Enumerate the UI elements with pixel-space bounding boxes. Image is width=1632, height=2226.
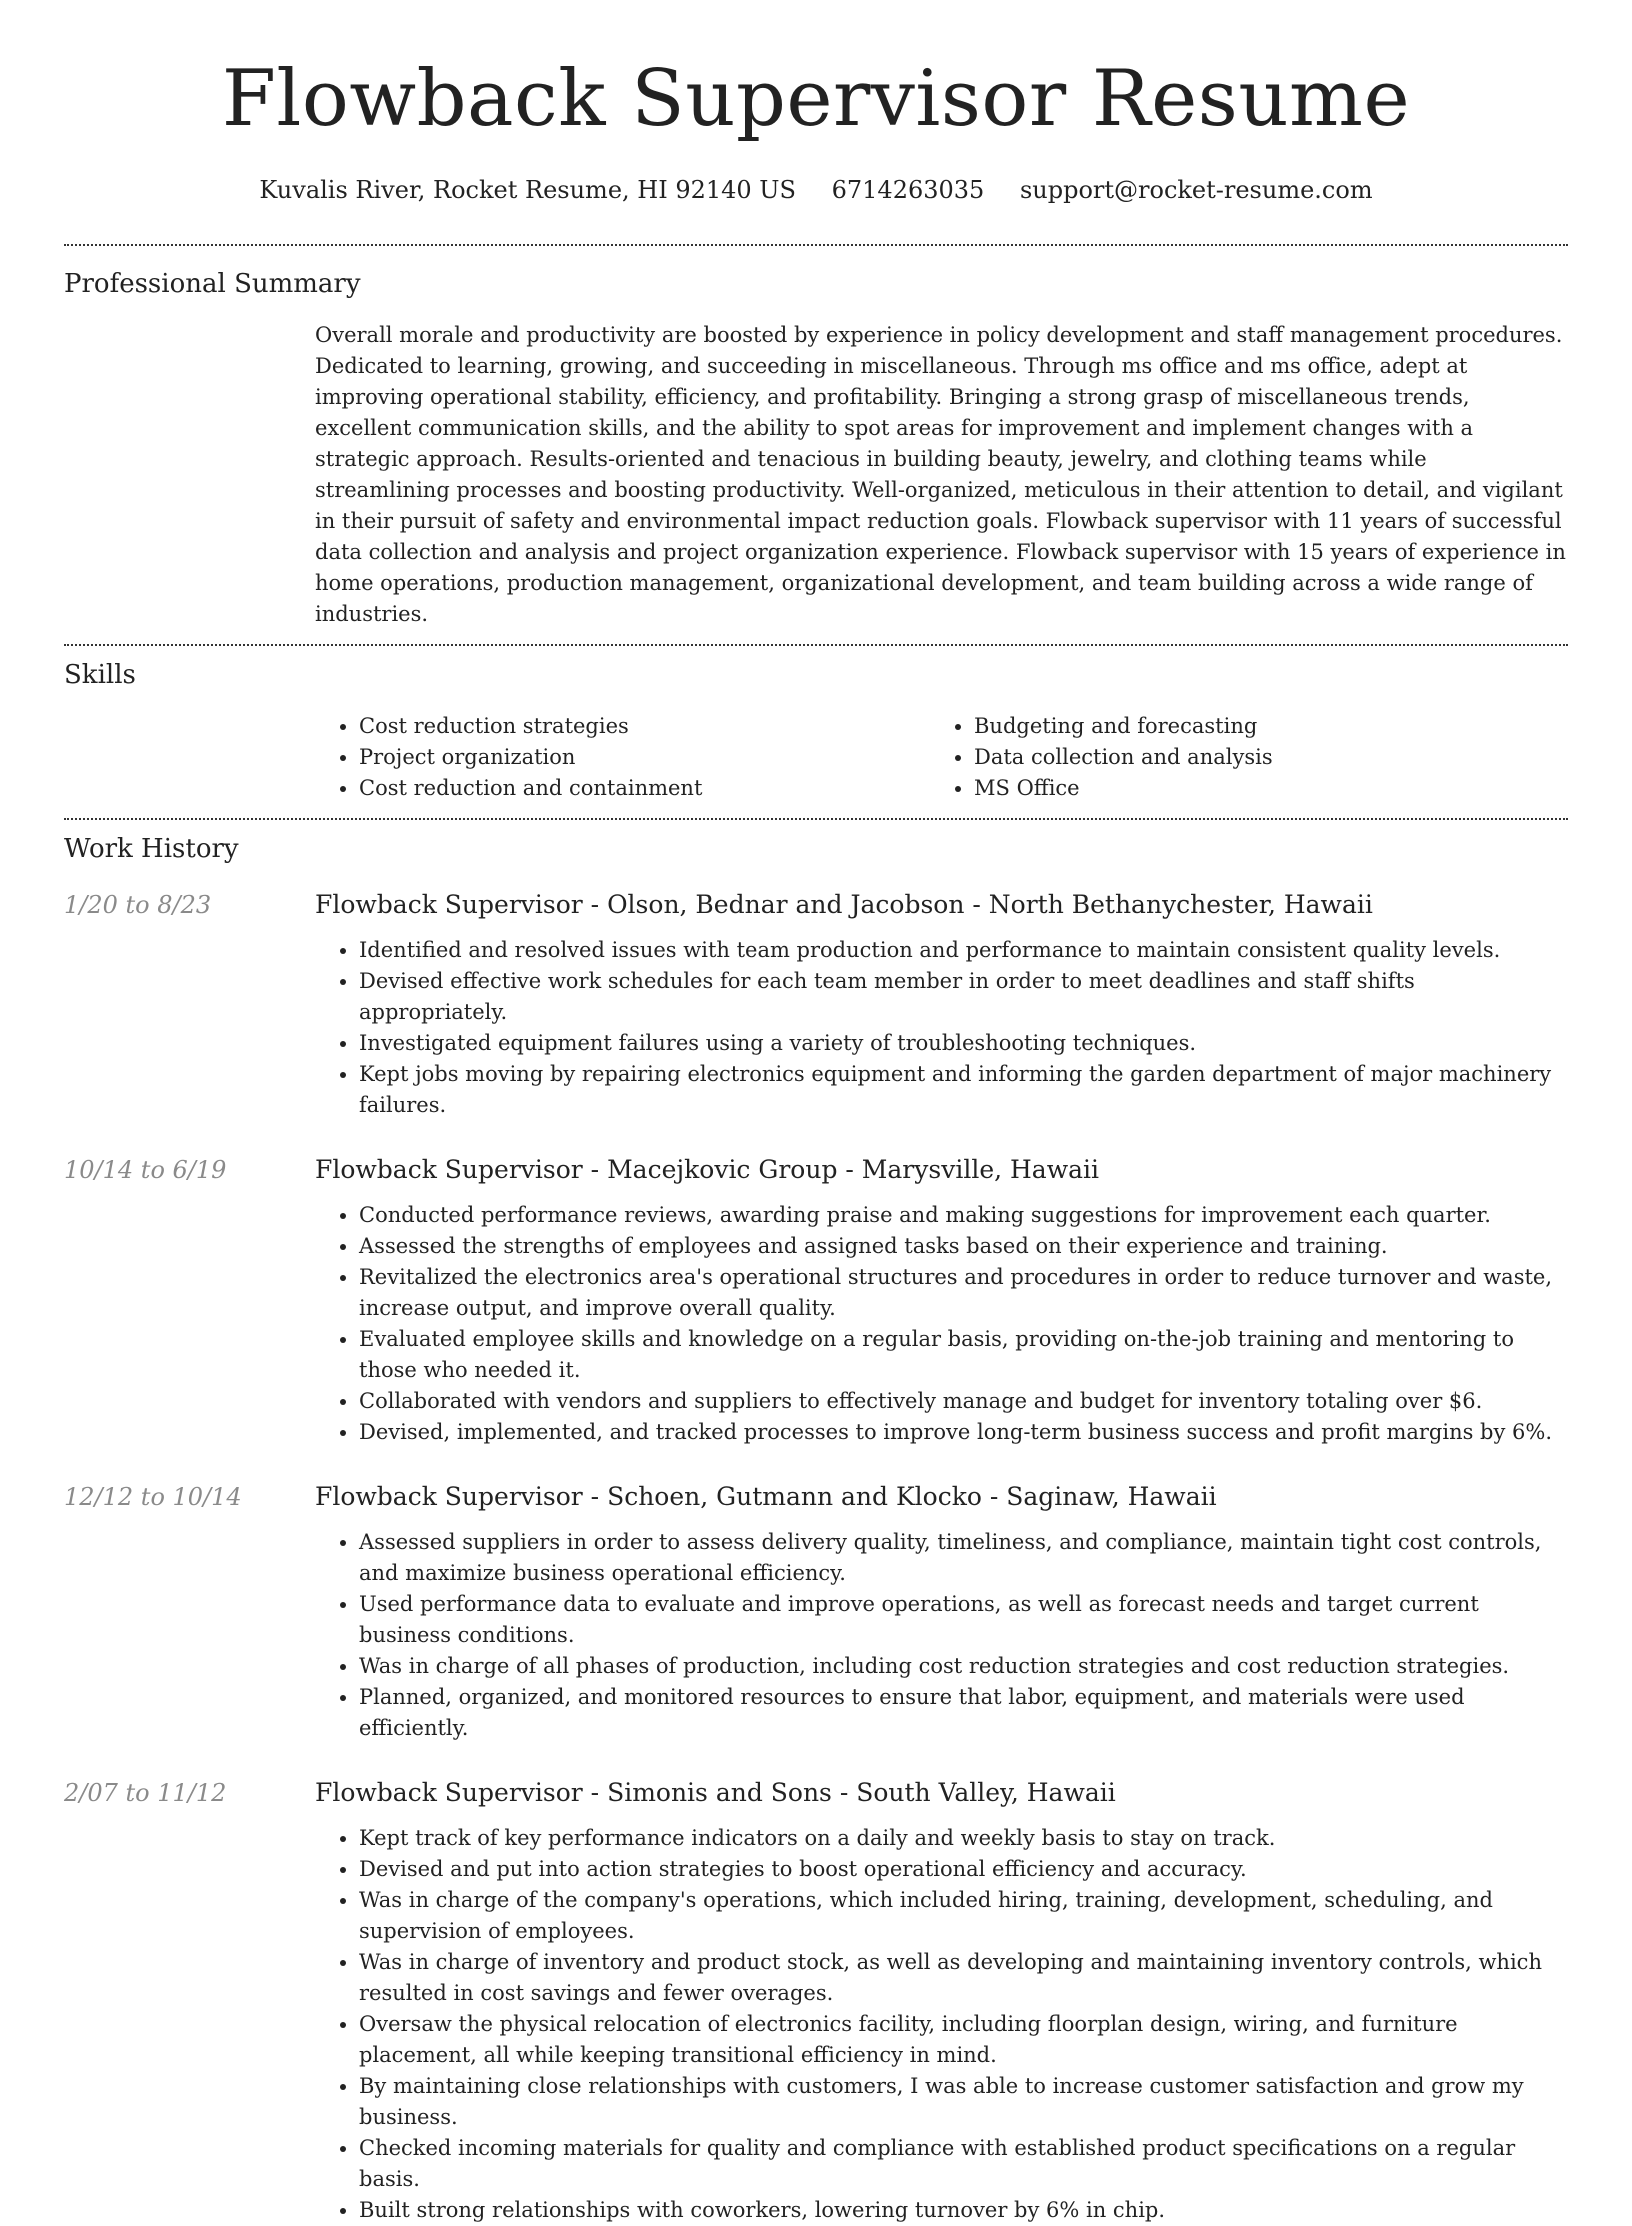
job-dates: 2/07 to 11/12 — [64, 1779, 227, 1807]
work-history-section — [64, 820, 1568, 2226]
skills-list-right — [930, 711, 1545, 804]
skill-item: • Project organization — [359, 742, 930, 773]
resume-title: Flowback Supervisor Resume — [221, 54, 1411, 144]
job-details — [315, 1479, 1568, 1744]
job-bullet: • Conducted performance reviews, awarding praise and making suggestions for improvement each quarter. — [359, 1200, 1568, 1231]
skills-column-left — [315, 711, 930, 804]
summary-text: Overall morale and productivity are boosted by experience in policy development and staff management procedures. Dedicated to learning, growing, and succeeding in miscellaneous. Through ms office and ms office, adept at improving operational stability, efficiency, and profitability. Bringing a strong grasp of miscellaneous trends, excellent communication skills, and the ability to spot areas for improvement and implement changes with a strategic approach. Results-oriented and tenacious in building beauty, jewelry, and clothing teams while streamlining processes and boosting productivity. Well-organized, meticulous in their attention to detail, and vigilant in their pursuit of safety and environmental impact reduction goals. Flowback supervisor with 11 years of successful data collection and analysis and project organization experience. Flowback supervisor with 15 years of experience in home operations, production management, organizational development, and team building across a wide range of industries. — [315, 323, 1566, 626]
contact-address: Kuvalis River, Rocket Resume, HI 92140 US — [259, 176, 796, 204]
job-bullet: • Used performance data to evaluate and improve operations, as well as forecast needs and target current business conditions. — [359, 1589, 1568, 1651]
work-history-heading: Work History — [64, 834, 239, 864]
job-title: Flowback Supervisor - Schoen, Gutmann and Klocko - Saginaw, Hawaii — [315, 1482, 1217, 1511]
job-dates: 10/14 to 6/19 — [64, 1156, 227, 1184]
contact-phone: 6714263035 — [831, 176, 985, 204]
job-bullets — [315, 1200, 1568, 1448]
job-bullet: • Kept jobs moving by repairing electronics equipment and informing the garden department of major machinery failures. — [359, 1059, 1568, 1121]
skills-grid — [315, 711, 1568, 804]
job-bullet: • Investigated equipment failures using a variety of troubleshooting techniques. — [359, 1028, 1568, 1059]
job-bullets — [315, 935, 1568, 1121]
job-bullet: • Was in charge of all phases of production, including cost reduction strategies and cost reduction strategies. — [359, 1651, 1568, 1682]
job-title: Flowback Supervisor - Simonis and Sons - South Valley, Hawaii — [315, 1778, 1116, 1807]
job-entry — [64, 1152, 1568, 1448]
skills-list-left — [315, 711, 930, 804]
job-bullet: • Kept track of key performance indicators on a daily and weekly basis to stay on track. — [359, 1823, 1568, 1854]
skill-item: • Budgeting and forecasting — [974, 711, 1545, 742]
job-details — [315, 1152, 1568, 1448]
contact-line — [64, 172, 1568, 208]
job-bullet: • Devised effective work schedules for each team member in order to meet deadlines and staff shifts appropriately. — [359, 966, 1568, 1028]
job-bullets — [315, 1823, 1568, 2226]
skills-section — [64, 646, 1568, 804]
job-dates: 1/20 to 8/23 — [64, 891, 212, 919]
skill-item: • Data collection and analysis — [974, 742, 1545, 773]
job-bullet: • Devised and put into action strategies to boost operational efficiency and accuracy. — [359, 1854, 1568, 1885]
skill-item: • MS Office — [974, 773, 1545, 804]
job-bullet: • Oversaw the physical relocation of electronics facility, including floorplan design, wiring, and furniture placement, all while keeping transitional efficiency in mind. — [359, 2009, 1568, 2071]
job-bullet: • Assessed the strengths of employees and assigned tasks based on their experience and training. — [359, 1231, 1568, 1262]
summary-heading: Professional Summary — [64, 269, 361, 299]
job-entry — [64, 1775, 1568, 2226]
skill-item: • Cost reduction and containment — [359, 773, 930, 804]
skills-heading: Skills — [64, 660, 136, 690]
job-bullet: • Was in charge of the company's operations, which included hiring, training, development, scheduling, and supervision of employees. — [359, 1885, 1568, 1947]
job-bullet: • Identified and resolved issues with team production and performance to maintain consistent quality levels. — [359, 935, 1568, 966]
job-details — [315, 1775, 1568, 2226]
job-bullet: • Built strong relationships with coworkers, lowering turnover by 6% in chip. — [359, 2195, 1568, 2226]
job-bullet: • Devised, implemented, and tracked processes to improve long-term business success and profit margins by 6%. — [359, 1417, 1568, 1448]
skills-column-right — [930, 711, 1545, 804]
contact-email: support@rocket-resume.com — [1019, 176, 1373, 204]
job-bullets — [315, 1527, 1568, 1744]
job-bullet: • Revitalized the electronics area's operational structures and procedures in order to reduce turnover and waste, increase output, and improve overall quality. — [359, 1262, 1568, 1324]
job-dates: 12/12 to 10/14 — [64, 1483, 242, 1511]
job-entry — [64, 887, 1568, 1121]
job-bullet: • Planned, organized, and monitored resources to ensure that labor, equipment, and materials were used efficiently. — [359, 1682, 1568, 1744]
job-title: Flowback Supervisor - Macejkovic Group - Marysville, Hawaii — [315, 1155, 1100, 1184]
job-list — [64, 887, 1568, 2226]
job-title: Flowback Supervisor - Olson, Bednar and Jacobson - North Bethanychester, Hawaii — [315, 890, 1373, 919]
job-bullet: • Collaborated with vendors and suppliers to effectively manage and budget for inventory totaling over $6. — [359, 1386, 1568, 1417]
summary-section — [64, 246, 1568, 630]
job-bullet: • Checked incoming materials for quality and compliance with established product specifications on a regular basis. — [359, 2133, 1568, 2195]
job-bullet: • Evaluated employee skills and knowledge on a regular basis, providing on-the-job training and mentoring to those who needed it. — [359, 1324, 1568, 1386]
job-bullet: • By maintaining close relationships with customers, I was able to increase customer satisfaction and grow my business. — [359, 2071, 1568, 2133]
job-entry — [64, 1479, 1568, 1744]
job-bullet: • Was in charge of inventory and product stock, as well as developing and maintaining inventory controls, which resulted in cost savings and fewer overages. — [359, 1947, 1568, 2009]
skill-item: • Cost reduction strategies — [359, 711, 930, 742]
job-details — [315, 887, 1568, 1121]
job-bullet: • Assessed suppliers in order to assess delivery quality, timeliness, and compliance, maintain tight cost controls, and maximize business operational efficiency. — [359, 1527, 1568, 1589]
